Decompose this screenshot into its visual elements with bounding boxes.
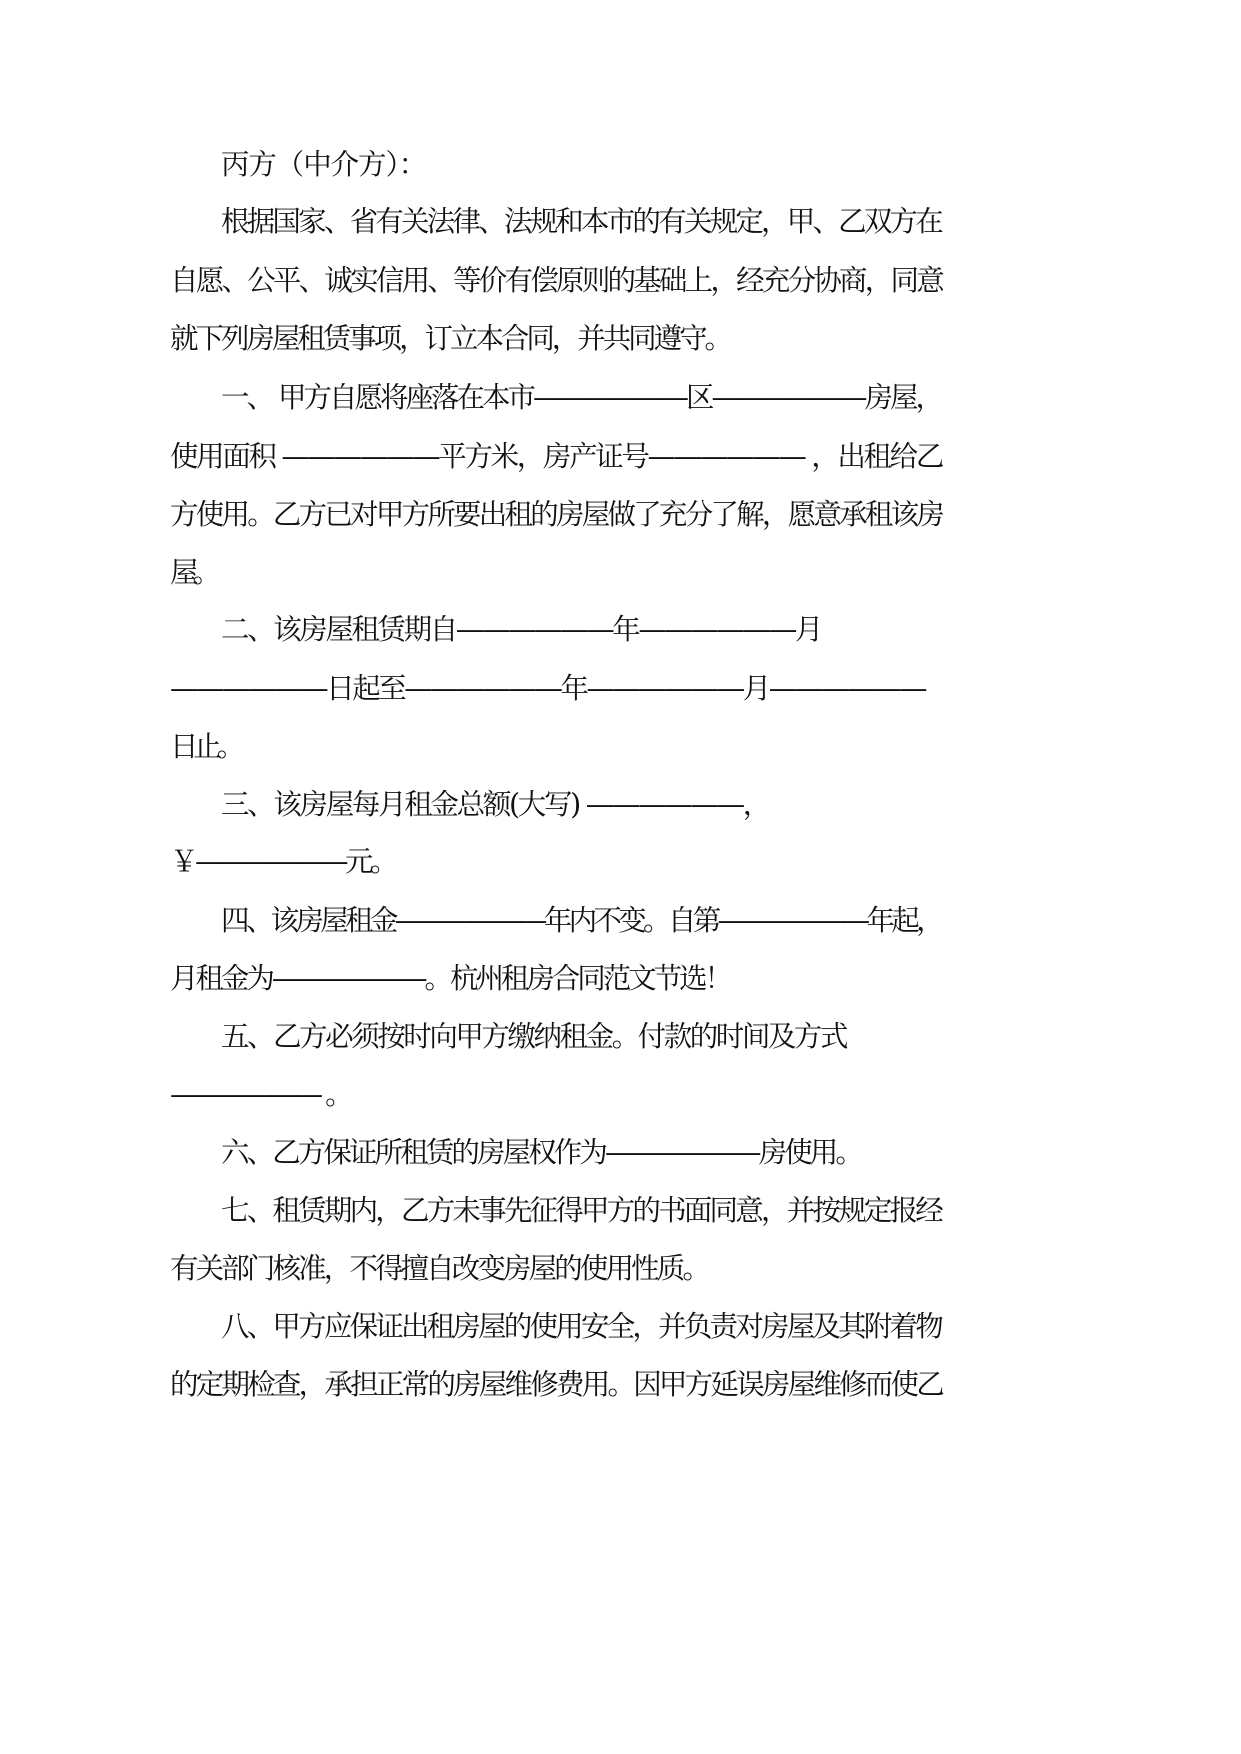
clause-6-line-1: 六、乙方保证所租赁的房屋权作为——————房使用。 [221, 1136, 861, 1169]
party-c-heading: 丙方（中介方）： [221, 148, 426, 181]
preamble-line-1: 根据国家、省有关法律、法规和本市的有关规定，甲、乙双方在 [221, 205, 941, 238]
clause-8-line-1: 八、甲方应保证出租房屋的使用安全，并负责对房屋及其附着物 [221, 1310, 941, 1343]
clause-3-line-2: ￥——————元。 [170, 845, 395, 878]
clause-3-line-1: 三、该房屋每月租金总额(大写) ——————， [221, 788, 769, 821]
clause-1-line-4: 屋。 [170, 556, 216, 589]
clause-1-line-2: 使用面积 ——————平方米，房产证号—————— ，出租给乙 [170, 440, 942, 473]
preamble-line-2: 自愿、公平、诚实信用、等价有偿原则的基础上，经充分协商，同意 [170, 264, 942, 297]
clause-2-line-2: ——————日起至——————年——————月—————— [170, 672, 925, 705]
clause-7-line-2: 有关部门核准，不得擅自改变房屋的使用性质。 [170, 1252, 708, 1285]
preamble-line-3: 就下列房屋租赁事项，订立本合同，并共同遵守。 [170, 322, 730, 355]
clause-4-line-2: 月租金为——————。杭州租房合同范文节选！ [170, 962, 730, 995]
clause-1-line-1: 一、 甲方自愿将座落在本市——————区——————房屋， [221, 381, 941, 414]
clause-5-line-2: —————— 。 [170, 1078, 350, 1111]
clause-2-line-1: 二、该房屋租赁期自——————年——————月 [221, 613, 821, 646]
clause-5-line-1: 五、乙方必须按时向甲方缴纳租金。付款的时间及方式 [221, 1020, 846, 1053]
clause-4-line-1: 四、该房屋租金——————年内不变。自第——————年起， [221, 904, 941, 937]
clause-2-line-3: 日止。 [170, 730, 240, 763]
clause-1-line-3: 方使用。乙方已对甲方所要出租的房屋做了充分了解，愿意承租该房 [170, 498, 942, 531]
clause-8-line-2: 的定期检查，承担正常的房屋维修费用。因甲方延误房屋维修而使乙 [170, 1368, 942, 1401]
clause-7-line-1: 七、租赁期内，乙方未事先征得甲方的书面同意，并按规定报经 [221, 1194, 941, 1227]
